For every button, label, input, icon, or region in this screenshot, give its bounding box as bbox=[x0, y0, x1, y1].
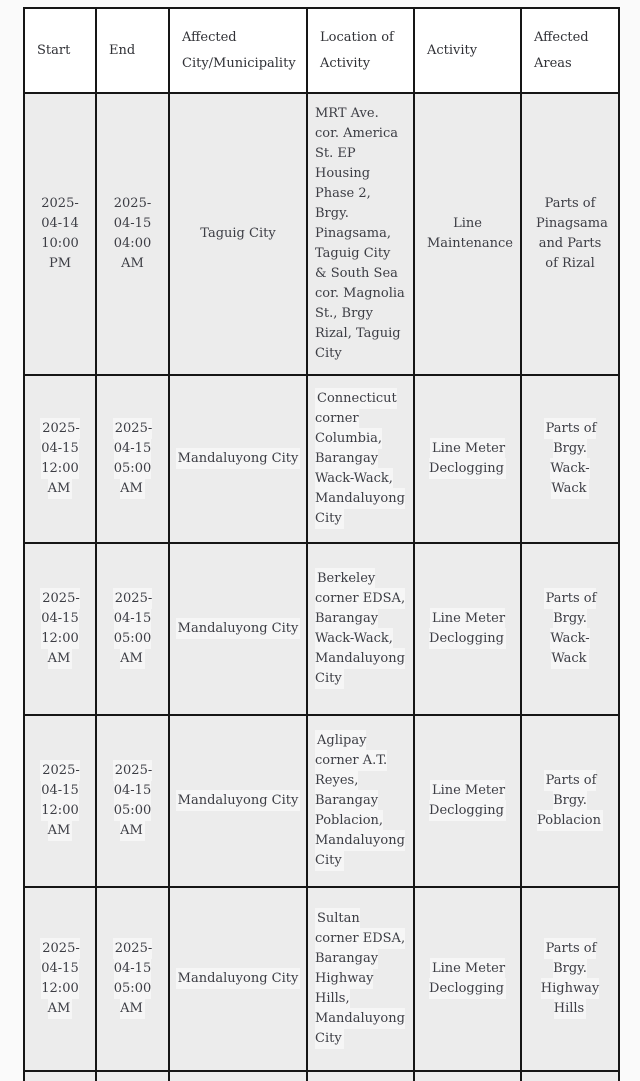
city-value: Mandaluyong City bbox=[176, 448, 301, 469]
affected-city-cell bbox=[169, 375, 307, 543]
areas-value: Parts of Brgy. Poblacion bbox=[537, 770, 603, 831]
start-cell bbox=[24, 375, 96, 543]
areas-value: Parts of Pinagsama and Parts of Rizal bbox=[536, 196, 608, 271]
city-value: Mandaluyong City bbox=[176, 968, 301, 989]
activity-cell bbox=[414, 543, 521, 715]
location-value: Berkeley corner EDSA, Barangay Wack-Wack, Mandaluyong City bbox=[315, 568, 405, 689]
location-cell bbox=[307, 543, 414, 715]
location-value: MRT Ave. cor. America St. EP Housing Phase 2, Brgy. Pinagsama, Taguig City & South Sea cor. Magnolia St., Brgy Rizal, Taguig City bbox=[315, 106, 405, 361]
end-value: 2025-04-15 04:00 AM bbox=[113, 196, 152, 271]
affected-areas-cell bbox=[521, 375, 619, 543]
header-activity: Activity bbox=[414, 8, 521, 93]
start-value: 2025-04-15 12:00 AM bbox=[40, 588, 79, 669]
start-cell bbox=[24, 543, 96, 715]
city-value: Taguig City bbox=[200, 226, 276, 241]
start-cell bbox=[24, 715, 96, 887]
affected-city-cell bbox=[169, 543, 307, 715]
activity-cell bbox=[414, 375, 521, 543]
activity-cell bbox=[414, 93, 521, 375]
end-value: 2025-04-15 05:00 AM bbox=[113, 938, 152, 1019]
affected-areas-cell bbox=[521, 1071, 619, 1081]
end-cell bbox=[96, 375, 169, 543]
end-cell bbox=[96, 1071, 169, 1081]
affected-city-cell bbox=[169, 715, 307, 887]
affected-city-cell bbox=[169, 887, 307, 1071]
table-row bbox=[24, 93, 619, 375]
affected-areas-cell bbox=[521, 543, 619, 715]
location-value: Connecticut corner Columbia, Barangay Wack-Wack, Mandaluyong City bbox=[315, 388, 405, 529]
start-value: 2025-04-14 10:00 PM bbox=[41, 196, 79, 271]
areas-value: Parts of Brgy. Wack-Wack bbox=[544, 418, 597, 499]
location-cell bbox=[307, 715, 414, 887]
activity-cell bbox=[414, 715, 521, 887]
city-value: Mandaluyong City bbox=[176, 790, 301, 811]
end-cell bbox=[96, 93, 169, 375]
activity-cell bbox=[414, 1071, 521, 1081]
end-value: 2025-04-15 05:00 AM bbox=[113, 760, 152, 841]
affected-areas-cell bbox=[521, 715, 619, 887]
end-cell bbox=[96, 543, 169, 715]
activity-value: Line Meter Declogging bbox=[429, 958, 506, 999]
start-value: 2025-04-15 12:00 AM bbox=[40, 938, 79, 1019]
header-affected-areas: Affected Areas bbox=[521, 8, 619, 93]
start-cell bbox=[24, 1071, 96, 1081]
start-cell bbox=[24, 887, 96, 1071]
end-cell bbox=[96, 887, 169, 1071]
location-value: Sultan corner EDSA, Barangay Highway Hills, Mandaluyong City bbox=[315, 908, 405, 1049]
table-row bbox=[24, 715, 619, 887]
header-location: Location of Activity bbox=[307, 8, 414, 93]
end-value: 2025-04-15 05:00 AM bbox=[113, 588, 152, 669]
affected-city-cell bbox=[169, 1071, 307, 1081]
header-end: End bbox=[96, 8, 169, 93]
activity-value: Line Meter Declogging bbox=[429, 438, 506, 479]
table-row bbox=[24, 1071, 619, 1081]
activity-value: Line Meter Declogging bbox=[429, 608, 506, 649]
location-value: Aglipay corner A.T. Reyes, Barangay Poblacion, Mandaluyong City bbox=[315, 730, 405, 871]
activity-cell bbox=[414, 887, 521, 1071]
affected-areas-cell bbox=[521, 887, 619, 1071]
activity-value: Line Maintenance bbox=[427, 216, 513, 251]
end-value: 2025-04-15 05:00 AM bbox=[113, 418, 152, 499]
header-affected-city: Affected City/Municipality bbox=[169, 8, 307, 93]
location-cell bbox=[307, 887, 414, 1071]
location-cell bbox=[307, 93, 414, 375]
start-cell bbox=[24, 93, 96, 375]
affected-city-cell bbox=[169, 93, 307, 375]
areas-value: Parts of Brgy. Highway Hills bbox=[541, 938, 599, 1019]
end-cell bbox=[96, 715, 169, 887]
table-row bbox=[24, 543, 619, 715]
service-interruption-table bbox=[23, 7, 620, 1081]
table-row bbox=[24, 375, 619, 543]
table-row bbox=[24, 887, 619, 1071]
areas-value: Parts of Brgy. Wack-Wack bbox=[544, 588, 597, 669]
header-row bbox=[24, 8, 619, 93]
location-cell bbox=[307, 1071, 414, 1081]
start-value: 2025-04-15 12:00 AM bbox=[40, 418, 79, 499]
start-value: 2025-04-15 12:00 AM bbox=[40, 760, 79, 841]
activity-value: Line Meter Declogging bbox=[429, 780, 506, 821]
header-start: Start bbox=[24, 8, 96, 93]
table-body bbox=[24, 93, 619, 1081]
location-cell bbox=[307, 375, 414, 543]
city-value: Mandaluyong City bbox=[176, 618, 301, 639]
affected-areas-cell bbox=[521, 93, 619, 375]
